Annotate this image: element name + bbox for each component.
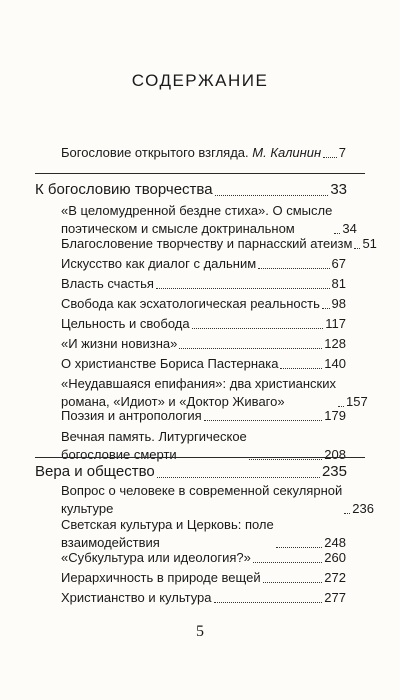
leader-dots [215, 195, 329, 196]
leader-dots [280, 368, 322, 369]
toc-entry[interactable]: Поэзия и антропология 179 [61, 408, 346, 423]
toc-entry[interactable]: Иерархичность в природе вещей 272 [61, 570, 346, 585]
page-title: СОДЕРЖАНИЕ [131, 71, 269, 90]
toc-entry[interactable]: Благословение творчеству и парнасский атеизм 51 [61, 236, 377, 251]
leader-dots [192, 328, 324, 329]
leader-dots [354, 248, 360, 249]
leader-dots [214, 602, 323, 603]
entry-page: 7 [338, 145, 346, 160]
toc-entry[interactable]: Светская культура и Церковь: поле взаимодействия 248 [61, 517, 346, 550]
toc-entry[interactable]: «И жизни новизна» 128 [61, 336, 346, 351]
toc-entry[interactable]: Цельность и свобода 117 [61, 316, 346, 331]
toc-entry[interactable]: «Субкультура или идеология?» 260 [61, 550, 346, 565]
toc-entry[interactable]: «Неудавшаяся епифания»: два христианских романа, «Идиот» и «Доктор Живаго» 157 [61, 376, 368, 409]
toc-entry[interactable]: Христианство и культура 277 [61, 590, 346, 605]
entry-author: М. Калинин [252, 145, 322, 160]
page-number: 5 [196, 623, 204, 640]
toc-entry-intro[interactable] [61, 144, 346, 162]
leader-dots [204, 420, 323, 421]
toc-entry[interactable]: Власть счастья 81 [61, 276, 346, 291]
leader-dots [253, 562, 322, 563]
toc-entry[interactable]: Свобода как эсхатологическая реальность 98 [61, 296, 346, 311]
section-divider [35, 457, 365, 458]
toc-entry[interactable]: «В целомудренной бездне стиха». О смысле поэтическом и смысле доктринальном 34 [61, 203, 357, 236]
leader-dots [322, 308, 330, 309]
leader-dots [249, 459, 323, 460]
section-divider [35, 173, 365, 174]
leader-dots [276, 547, 323, 548]
leader-dots [156, 288, 330, 289]
leader-dots [263, 582, 323, 583]
section-heading[interactable]: Вера и общество 235 [35, 463, 347, 480]
toc-entry[interactable]: Вопрос о человеке в современной секулярной культуре 236 [61, 483, 374, 516]
toc-entry[interactable]: Искусство как диалог с дальним 67 [61, 256, 346, 271]
toc-entry[interactable]: О христианстве Бориса Пастернака 140 [61, 356, 346, 371]
leader-dots [344, 513, 350, 514]
section-heading[interactable]: К богословию творчества 33 [35, 181, 347, 198]
leader-dots [323, 157, 337, 158]
leader-dots [179, 348, 322, 349]
toc-entry[interactable]: Вечная память. Литургическое богословие смерти 208 [61, 429, 346, 462]
leader-dots [157, 477, 320, 478]
leader-dots [258, 268, 329, 269]
leader-dots [334, 233, 340, 234]
entry-title: Богословие открытого взгляда. [61, 145, 249, 160]
